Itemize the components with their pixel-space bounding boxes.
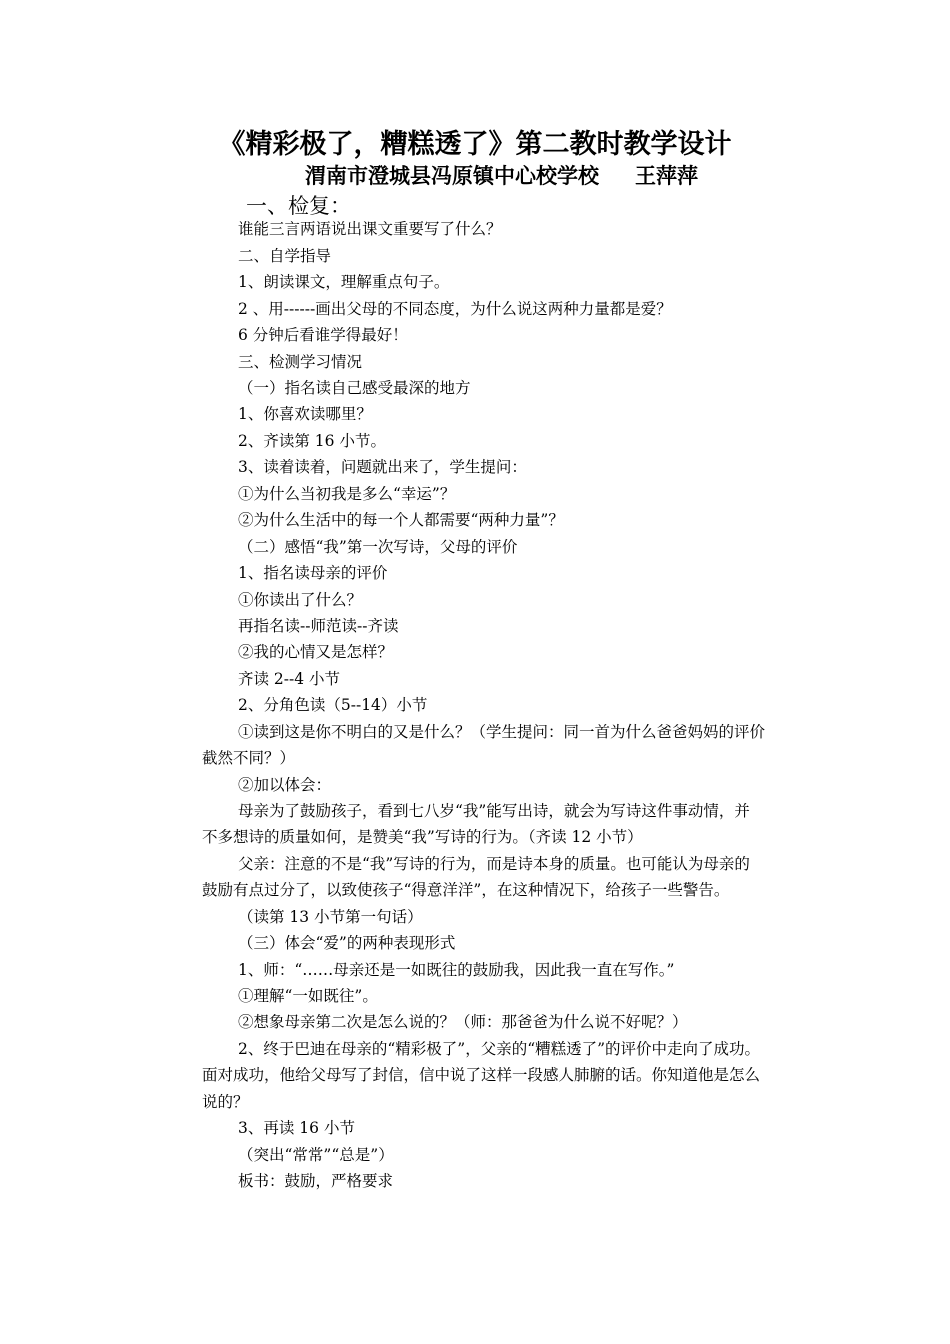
section-heading: 三、检测学习情况 [238,353,363,371]
text-line: 谁能三言两语说出课文重要写了什么？ [238,220,502,238]
text-line: 板书：鼓励，严格要求 [238,1172,394,1190]
text-line: ①你读出了什么？ [238,591,363,609]
text-line: ②想象母亲第二次是怎么说的？（师：那爸爸为什么说不好呢？） [238,1013,688,1031]
text-line: ②加以体会： [238,776,332,794]
author-name: 王萍萍 [635,164,698,188]
section-heading: 二、自学指导 [238,247,332,265]
text-line: 不多想诗的质量如何，是赞美“我”写诗的行为。（齐读 12 小节） [202,828,643,846]
subsection-heading: （三）体会“爱”的两种表现形式 [238,934,456,952]
text-line: 3、再读 16 小节 [238,1119,355,1137]
document-title: 《精彩极了，糟糕透了》第二教时教学设计 [218,129,732,160]
text-line: 1、师：“……母亲还是一如既往的鼓励我，因此我一直在写作。” [238,961,675,979]
text-line: 截然不同？） [202,749,296,767]
subsection-heading: （一）指名读自己感受最深的地方 [238,379,471,397]
text-line: 1、朗读课文，理解重点句子。 [238,273,450,291]
text-line: 2、终于巴迪在母亲的“精彩极了”，父亲的“糟糕透了”的评价中走向了成功。 [238,1040,761,1058]
text-line: 齐读 2--4 小节 [238,670,341,688]
text-line: （读第 13 小节第一句话） [238,908,423,926]
text-line: 面对成功，他给父母写了封信，信中说了这样一段感人肺腑的话。你知道他是怎么 [202,1066,761,1084]
text-line: 再指名读--师范读--齐读 [238,617,399,635]
text-line: 3、读着读着，问题就出来了，学生提问： [238,458,527,476]
text-line: 父亲：注意的不是“我”写诗的行为，而是诗本身的质量。也可能认为母亲的 [238,855,750,873]
text-line: 说的？ [202,1093,249,1111]
subsection-heading: （二）感悟“我”第一次写诗，父母的评价 [238,538,518,556]
text-line: ①为什么当初我是多么“幸运”？ [238,485,456,503]
text-line: ②我的心情又是怎样？ [238,643,394,661]
section-heading-review: 一、检复： [246,194,351,218]
text-line: （突出“常常”“总是”） [238,1146,394,1164]
text-line: 6 分钟后看谁学得最好！ [238,326,408,344]
text-line: 2 、用------画出父母的不同态度，为什么说这两种力量都是爱？ [238,300,672,318]
text-line: ②为什么生活中的每一个人都需要“两种力量”？ [238,511,564,529]
text-line: 母亲为了鼓励孩子，看到七八岁“我”能写出诗，就会为写诗这件事动情，并 [238,802,750,820]
text-line: 鼓励有点过分了，以致使孩子“得意洋洋”，在这种情况下，给孩子一些警告。 [202,881,730,899]
text-line: ①读到这是你不明白的又是什么？（学生提问：同一首为什么爸爸妈妈的评价 [238,723,766,741]
text-line: 1、指名读母亲的评价 [238,564,388,582]
text-line: 1、你喜欢读哪里？ [238,405,372,423]
document-byline [305,160,698,190]
text-line: 2、齐读第 16 小节。 [238,432,386,450]
text-line: 2、分角色读（5--14）小节 [238,696,428,714]
text-line: ①理解“一如既往”。 [238,987,378,1005]
school-name: 渭南市澄城县冯原镇中心校学校 [305,164,599,188]
